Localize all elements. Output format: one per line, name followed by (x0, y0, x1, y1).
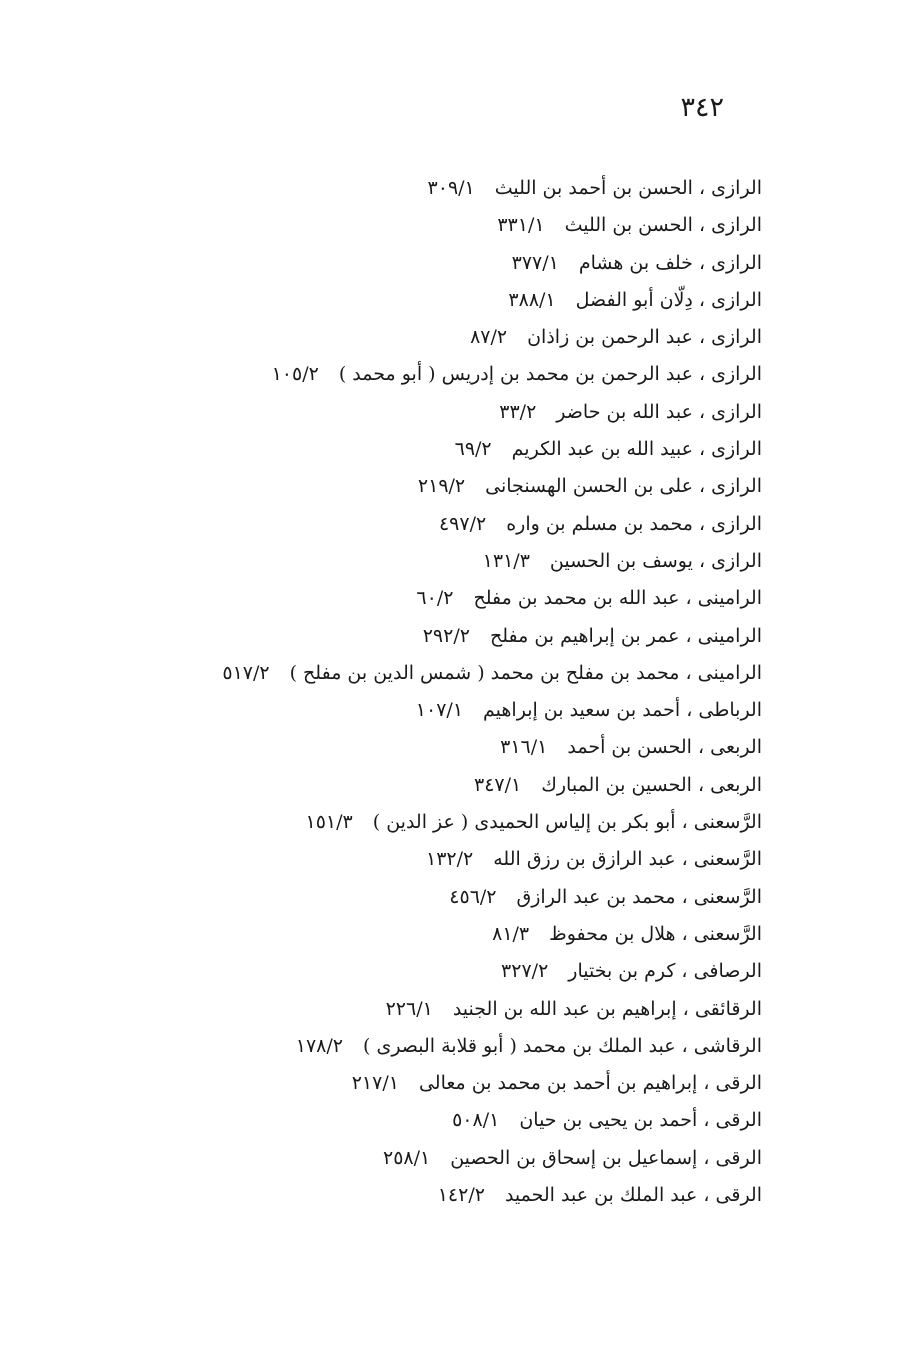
entry-reference: ٥١٧/٢ (222, 661, 270, 684)
entry-reference: ٦٩/٢ (454, 438, 492, 461)
entry-reference: ٥٠٨/١ (452, 1109, 500, 1132)
entry-reference: ١٤٢/٢ (437, 1184, 485, 1207)
entry-name: الرَّسعنى ، محمد بن عبد الرازق (516, 885, 762, 908)
entry-name: الرقى ، إسماعيل بن إسحاق بن الحصين (450, 1146, 762, 1169)
index-entry (222, 319, 762, 356)
entry-name: الرقائقى ، إبراهيم بن عبد الله بن الجنيد (452, 997, 762, 1020)
entry-reference: ٢٥٨/١ (382, 1146, 431, 1169)
entry-reference: ٣٠٩/١ (427, 177, 475, 199)
entry-reference: ٨١/٣ (492, 922, 530, 945)
index-entry (222, 282, 762, 319)
index-entry (222, 618, 762, 655)
entry-name: الرَّسعنى ، عبد الرازق بن رزق الله (493, 848, 762, 871)
entry-name: الرامينى ، محمد بن مفلح بن محمد ( شمس الدين بن مفلح ) (289, 661, 762, 684)
entry-reference: ٣٨٨/١ (508, 288, 556, 311)
entry-reference: ٢٩٢/٢ (422, 624, 470, 647)
entry-name: الرازى ، الحسن بن الليث (564, 214, 762, 237)
entry-name: الرازى ، يوسف بن الحسين (549, 549, 762, 572)
entry-name: الربعى ، الحسن بن أحمد (567, 736, 762, 759)
index-entry (222, 543, 762, 580)
index-entry (222, 394, 762, 431)
entry-reference: ٣٧٧/١ (511, 251, 559, 274)
index-entry (222, 841, 762, 878)
entry-name: الرازى ، الحسن بن أحمد بن الليث (494, 177, 762, 199)
entry-name: الرازى ، عبد الله بن حاضر (556, 400, 762, 423)
entry-reference: ١٧٨/٢ (295, 1034, 343, 1057)
index-entry (222, 879, 762, 916)
entry-reference: ١٣١/٣ (482, 549, 530, 572)
index-entry (222, 729, 762, 766)
entry-name: الرازى ، عبد الرحمن بن محمد بن إدريس ( أبو محمد ) (338, 363, 762, 386)
index-entry (222, 804, 762, 841)
index-entry (222, 1102, 762, 1139)
page-number: ٣٤٢ (680, 92, 724, 123)
entry-reference: ١٠٧/١ (415, 699, 464, 722)
index-entry (222, 468, 762, 505)
entry-name: الرباطى ، أحمد بن سعيد بن إبراهيم (483, 699, 762, 722)
entry-name: الرصافى ، كرم بن بختيار (568, 960, 762, 983)
index-entry (222, 1028, 762, 1065)
entry-name: الرازى ، محمد بن مسلم بن واره (506, 512, 762, 535)
entry-reference: ٤٥٦/٢ (449, 885, 497, 908)
entry-reference: ٣٣١/١ (497, 214, 545, 237)
index-entry (222, 991, 762, 1028)
index-entry (222, 1177, 762, 1214)
index-entry (222, 1140, 762, 1177)
entry-name: الرقى ، عبد الملك بن عبد الحميد (504, 1184, 762, 1207)
entry-reference: ٣٤٧/١ (473, 773, 522, 796)
entry-reference: ١٥١/٣ (305, 811, 353, 834)
index-entry (222, 431, 762, 468)
entry-name: الربعى ، الحسين بن المبارك (541, 773, 762, 796)
entry-reference: ٤٩٧/٢ (438, 512, 487, 535)
index-entry (222, 953, 762, 990)
index-entry (222, 655, 762, 692)
entry-name: الرازى ، عبد الرحمن بن زاذان (527, 326, 762, 349)
entry-reference: ٢١٧/١ (351, 1072, 399, 1095)
entry-name: الرقى ، إبراهيم بن أحمد بن محمد بن معالى (418, 1072, 762, 1095)
entry-name: الرقى ، أحمد بن يحيى بن حيان (519, 1109, 762, 1132)
entry-reference: ٣٣/٢ (499, 400, 537, 423)
index-entries (222, 170, 762, 1214)
index-entry (222, 207, 762, 244)
entry-name: الرازى ، على بن الحسن الهسنجانى (485, 475, 762, 498)
entry-reference: ٢١٩/٢ (417, 475, 466, 498)
entry-reference: ٨٧/٢ (470, 326, 508, 349)
entry-name: الرقاشى ، عبد الملك بن محمد ( أبو قلابة البصرى ) (363, 1034, 762, 1057)
index-entry (222, 170, 762, 207)
entry-name: الرامينى ، عمر بن إبراهيم بن مفلح (489, 624, 762, 647)
entry-name: الرازى ، عبيد الله بن عبد الكريم (511, 438, 762, 461)
index-entry (222, 692, 762, 729)
entry-reference: ٦٠/٢ (416, 587, 454, 610)
entry-reference: ٣٢٧/٢ (501, 960, 549, 983)
entry-name: الرازى ، دِلّان أبو الفضل (575, 288, 762, 311)
index-entry (222, 767, 762, 804)
index-entry (222, 356, 762, 393)
index-entry (222, 580, 762, 617)
index-entry (222, 1065, 762, 1102)
index-entry (222, 245, 762, 282)
entry-reference: ٣١٦/١ (500, 736, 548, 759)
entry-reference: ٢٢٦/١ (385, 997, 433, 1020)
entry-name: الرامينى ، عبد الله بن محمد بن مفلح (473, 587, 762, 610)
entry-name: الرَّسعنى ، هلال بن محفوظ (549, 922, 762, 945)
entry-reference: ١٠٥/٢ (271, 363, 319, 386)
index-entry (222, 506, 762, 543)
index-entry (222, 916, 762, 953)
entry-reference: ١٣٢/٢ (426, 848, 474, 871)
entry-name: الرَّسعنى ، أبو بكر بن إلياس الحميدى ( عز الدين ) (372, 811, 762, 834)
entry-name: الرازى ، خلف بن هشام (578, 251, 762, 274)
